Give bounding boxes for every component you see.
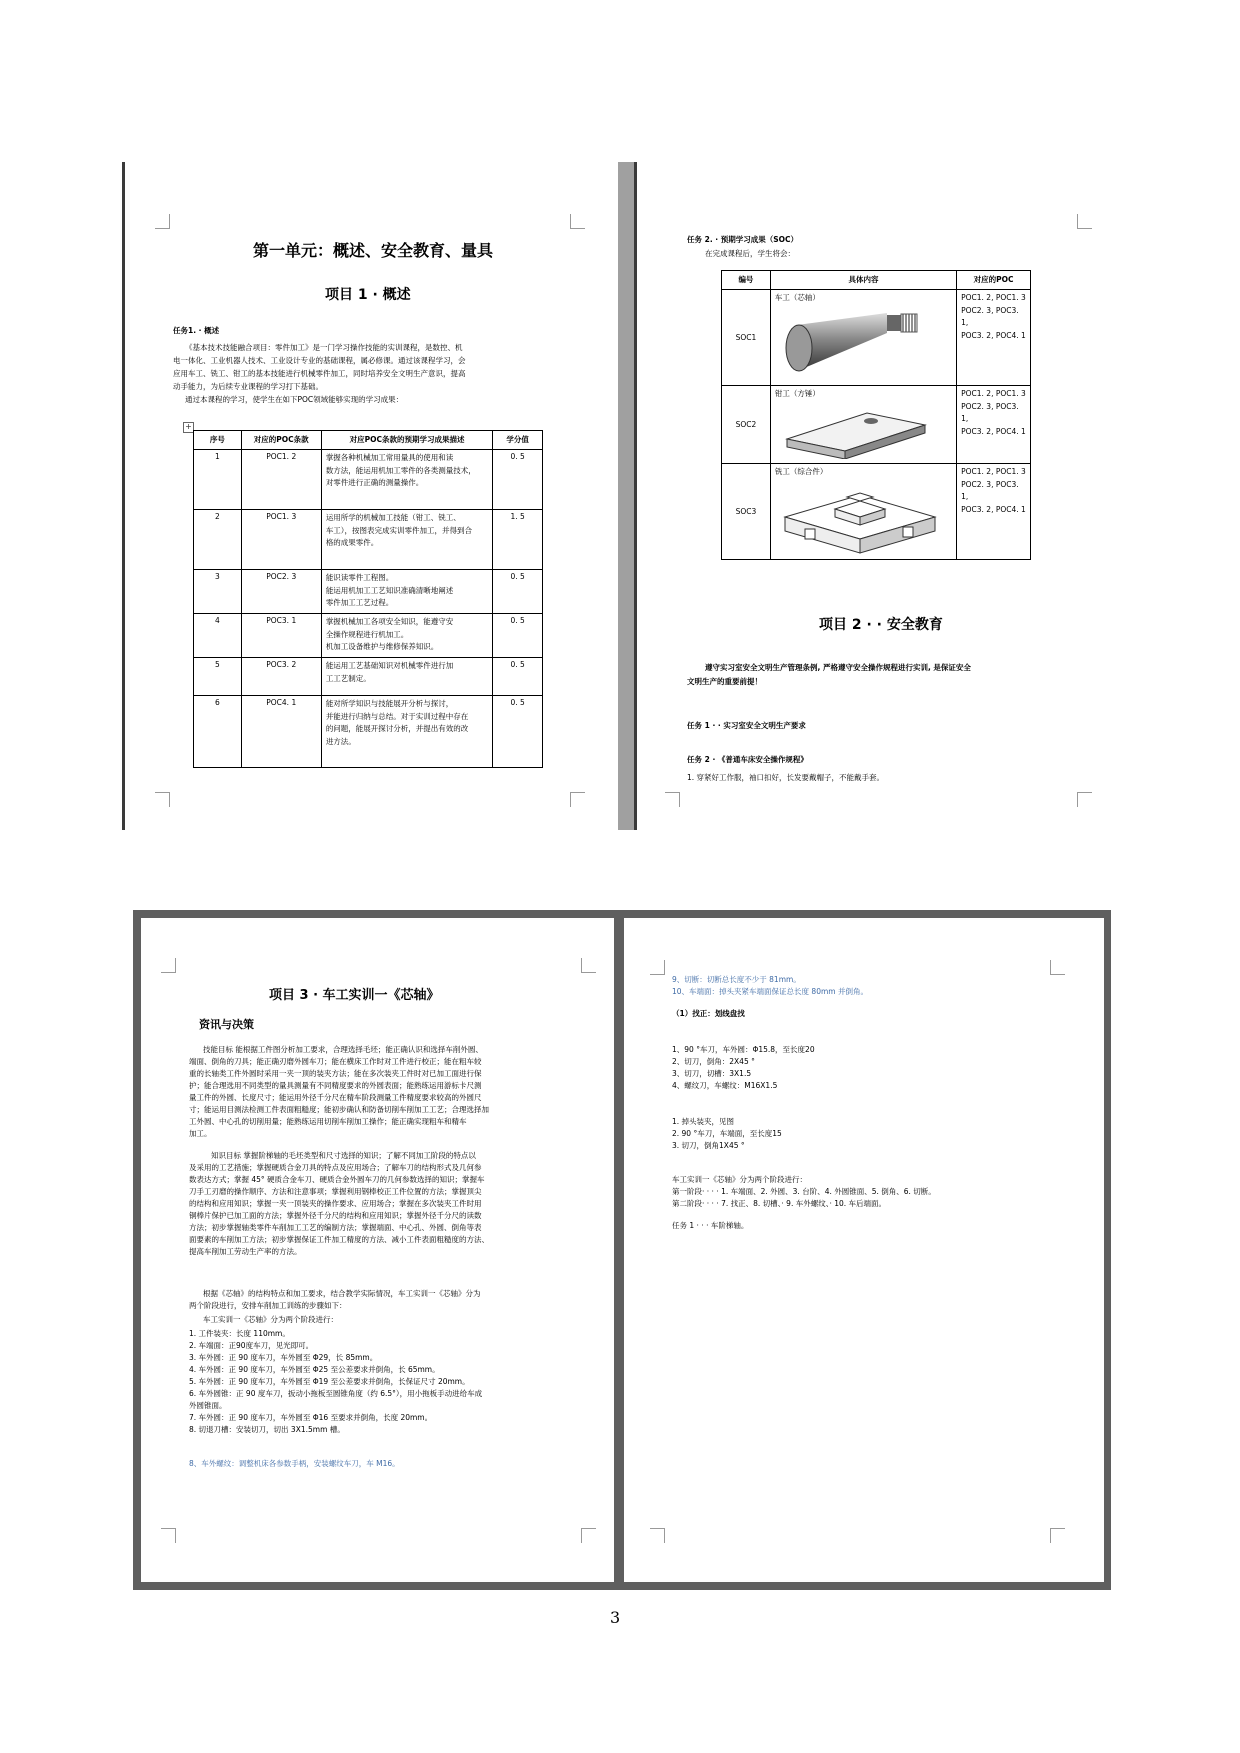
cell-soc-content — [770, 464, 956, 560]
desc-line: 的问题，能展开探讨分析，并提出有效的改 — [325, 724, 469, 733]
stage-line: 车工实训一《芯轴》分为两个阶段进行： — [203, 1315, 338, 1324]
intro-line: 《基本技术技能融合项目：零件加工》是一门学习操作技能的实训课程，是数控、机 — [185, 343, 463, 352]
cell-poc: POC3. 1 — [241, 614, 321, 658]
stage-line: 车工实训一《芯轴》分为两个阶段进行： — [672, 1175, 807, 1184]
table-move-handle-icon[interactable]: + — [183, 422, 194, 433]
desc-line: 工工艺制定。 — [325, 673, 371, 683]
cell-desc — [321, 658, 492, 696]
corner-mark — [650, 960, 665, 975]
table-row — [722, 386, 1031, 464]
project-title: 项目 1 · 概述 — [325, 287, 411, 303]
tool-line: 1. 掉头装夹，见图 — [672, 1117, 735, 1126]
cell-no: 5 — [194, 658, 242, 696]
knowledge-line: 知识目标 掌握阶梯轴的毛坯类型和尺寸选择的知识；了解不同加工阶段的特点以 — [211, 1151, 476, 1160]
document-page-3 — [141, 918, 614, 1582]
corner-mark — [1077, 214, 1092, 229]
task2-sub: 在完成课程后，学生将会： — [705, 249, 795, 258]
intro-after: 通过本课程的学习，使学生在如下POC领域能够实现的学习成果： — [185, 395, 404, 404]
cell-credit: 0. 5 — [493, 658, 543, 696]
cell-desc — [321, 696, 492, 768]
poc-line: POC1. 2, POC1. 3 — [961, 293, 1026, 302]
step-line: 2. 车端面：正90度车刀，见光即可。 — [189, 1341, 314, 1350]
table-row — [194, 696, 543, 768]
corner-mark — [650, 1528, 665, 1543]
poc-line: POC2. 3, POC3. 1, — [961, 479, 1019, 501]
header-cell: 具体内容 — [770, 271, 956, 290]
cell-poc: POC1. 3 — [241, 510, 321, 570]
task-label: 任务1. · 概述 — [173, 326, 220, 335]
stage-line: 第一阶段· · · · 1. 车端面、2. 外圆、3. 台阶、4. 外圆锥面、5. 倒角、6. 切断。 — [672, 1187, 936, 1196]
poc-table — [193, 430, 543, 768]
header-cell: 学分值 — [493, 431, 543, 450]
cell-poc: POC4. 1 — [241, 696, 321, 768]
desc-line: 能运用机加工工艺知识准确清晰地阐述 — [325, 585, 454, 595]
tool-line: 2、切刀，倒角：2X45 ° — [672, 1057, 755, 1066]
knowledge-line: 铜棒片保护已加工面的方法；掌握外径千分尺的结构和应用知识；掌握外径千分尺的读数 — [189, 1211, 482, 1220]
knowledge-line: 方法；初步掌握轴类零件车削加工工艺的编制方法；掌握端面、中心孔、外圆、倒角等表 — [189, 1223, 482, 1232]
table-row — [194, 570, 543, 614]
skill-line: 寸；能运用目测法检测工件表面粗糙度；能初步确认和防备切削车削加工工艺；合理选择加 — [189, 1105, 489, 1114]
intro-line: 动手能力，为后续专业课程的学习打下基础。 — [173, 382, 323, 391]
document-page-4 — [624, 918, 1104, 1582]
desc-line: 全操作规程进行机加工。 — [325, 629, 409, 639]
header-cell: 编号 — [722, 271, 771, 290]
desc-line: 数方法，能运用机加工零件的各类测量技术， — [325, 465, 476, 475]
cell-soc-content — [770, 290, 956, 386]
knowledge-line: 数表达方式；掌握 45° 硬质合金车刀、硬质合金外圆车刀的几何参数选择的知识；掌握车 — [189, 1175, 485, 1184]
corner-mark — [155, 792, 170, 807]
cell-credit: 0. 5 — [493, 450, 543, 510]
cell-soc-id: SOC2 — [722, 386, 771, 464]
intro-line: 应用车工、铣工、钳工的基本技能进行机械零件加工，同时培养安全文明生产意识，提高 — [173, 369, 466, 378]
desc-line: 对零件进行正确的测量操作。 — [325, 478, 424, 487]
soc-content-label: 钳工（方锤） — [774, 389, 820, 398]
mandrel-part-image — [775, 303, 935, 381]
page-gap — [618, 162, 634, 830]
desc-line: 能对所学知识与技能展开分析与探讨， — [325, 699, 454, 708]
intro-line: 电一体化、工业机器人技术、工业设计专业的基础课程，属必修课。通过该课程学习，会 — [173, 356, 466, 365]
soc-table — [721, 270, 1031, 560]
document-page-1 — [122, 162, 618, 830]
skill-line: 工外圆、中心孔的切削用量；能熟练运用切削车削加工操作；能正确实现粗车和精车 — [189, 1117, 467, 1126]
cell-soc-content — [770, 386, 956, 464]
poc-line: POC3. 2, POC4. 1 — [961, 330, 1026, 340]
desc-line: 掌握各种机械加工常用量具的使用和读 — [325, 453, 454, 462]
table-row — [194, 614, 543, 658]
cell-credit: 0. 5 — [493, 696, 543, 768]
cell-no: 3 — [194, 570, 242, 614]
safety-line: 文明生产的重要前提！ — [687, 677, 762, 686]
skill-line: 护；能合理选用不同类型的量具测量有不同精度要求的外圆表面；能熟练运用游标卡尺测 — [189, 1081, 482, 1090]
table-row — [194, 450, 543, 510]
corner-mark — [161, 958, 176, 973]
cell-poc: POC3. 2 — [241, 658, 321, 696]
table-header-row — [722, 271, 1031, 290]
cell-desc — [321, 510, 492, 570]
step-line: 3. 车外圆：正 90 度车刀，车外圆至 Φ29，长 85mm。 — [189, 1353, 378, 1362]
soc-content-label: 车工（芯轴） — [774, 293, 820, 302]
step-line: 外圆锥面。 — [189, 1401, 227, 1410]
table-row — [722, 464, 1031, 560]
document-page-2 — [634, 162, 1120, 830]
knowledge-line: 及采用的工艺措施；掌握硬质合金刀具的特点及应用场合；了解车刀的结构形式及几何参 — [189, 1163, 482, 1172]
skill-line: 加工。 — [189, 1129, 212, 1138]
desc-line: 格的成果零件。 — [325, 538, 379, 547]
skill-line: 重的长轴类工件外圆时采用一夹一顶的装夹方法；能在多次装夹工件时对已加工面进行保 — [189, 1069, 482, 1078]
knowledge-line: 刀手工刃磨的操作顺序、方法和注意事项；掌握利用钢棒校正工件位置的方法；掌握顶尖 — [189, 1187, 482, 1196]
blue-step-line: 9、切断：切断总长度不少于 81mm。 — [672, 975, 801, 984]
corner-mark — [581, 958, 596, 973]
cell-credit: 0. 5 — [493, 614, 543, 658]
step-line: 7. 车外圆：正 90 度车刀，车外圆至 Φ16 至要求并倒角，长度 20mm。 — [189, 1413, 433, 1422]
blue-step-line: 10、车端面：掉头夹紧车端面保证总长度 80mm 并倒角。 — [672, 987, 868, 996]
project2-title: 项目 2 · · 安全教育 — [819, 617, 943, 633]
desc-line: 进方法。 — [325, 736, 356, 746]
table-row — [722, 290, 1031, 386]
cell-credit: 1. 5 — [493, 510, 543, 570]
tool-line: 2. 90 °车刀，车端面，至长度15 — [672, 1129, 782, 1138]
cell-soc-poc — [957, 386, 1031, 464]
cell-poc: POC1. 2 — [241, 450, 321, 510]
cell-desc — [321, 450, 492, 510]
bottom-document-view — [133, 910, 1111, 1590]
project3-title: 项目 3 · 车工实训一《芯轴》 — [269, 988, 440, 1003]
cell-desc — [321, 570, 492, 614]
knowledge-line: 的结构和应用知识；掌握一夹一顶装夹的操作要求、应用场合；掌握在多次装夹工件时用 — [189, 1199, 482, 1208]
tool-line: 1、90 °车刀，车外圆：Φ15.8，至长度20 — [672, 1045, 815, 1054]
corner-mark — [570, 792, 585, 807]
safety-line: 遵守实习室安全文明生产管理条例, 严格遵守安全操作规程进行实训, 是保证安全 — [705, 663, 971, 672]
desc-line: 掌握机械加工各项安全知识，能遵守安 — [325, 617, 454, 626]
poc-line: POC2. 3, POC3. 1, — [961, 401, 1019, 423]
sub-heading: （1）找正：划线盘找 — [672, 1009, 745, 1018]
desc-line: 能运用工艺基础知识对机械零件进行加 — [325, 661, 454, 670]
task-item: 任务 2 · 《普通车床安全操作规程》 — [687, 755, 808, 764]
knowledge-line: 提高车削加工劳动生产率的方法。 — [189, 1247, 302, 1256]
corner-mark — [570, 214, 585, 229]
tool-line: 3、切刀，切槽：3X1.5 — [672, 1069, 752, 1078]
cell-soc-id: SOC1 — [722, 290, 771, 386]
skill-line: 量工件的外圆、长度尺寸；能运用外径千分尺在精车阶段测量工件精度要求较高的外圆尺 — [189, 1093, 482, 1102]
table-row — [194, 658, 543, 696]
poc-line: POC1. 2, POC1. 3 — [961, 467, 1026, 476]
section-title: 资讯与决策 — [199, 1018, 254, 1031]
cell-desc — [321, 614, 492, 658]
cell-soc-id: SOC3 — [722, 464, 771, 560]
cell-no: 4 — [194, 614, 242, 658]
desc-line: 能识读零件工程图。 — [325, 573, 394, 582]
tool-line: 4、螺纹刀，车螺纹：M16X1.5 — [672, 1081, 778, 1090]
intro2-line: 两个阶段进行，安排车削加工训练的步骤如下： — [189, 1301, 347, 1310]
header-cell: 序号 — [194, 431, 242, 450]
corner-mark — [581, 1528, 596, 1543]
hammer-part-image — [775, 399, 935, 459]
poc-line: POC1. 2, POC1. 3 — [961, 389, 1026, 398]
cell-credit: 0. 5 — [493, 570, 543, 614]
step-line: 5. 车外圆：正 90 度车刀，车外圆至 Φ19 至公差要求并倒角，长保证尺寸 20mm。 — [189, 1377, 470, 1386]
desc-line: 零件加工工艺过程。 — [325, 598, 394, 607]
milled-part-image — [775, 477, 945, 555]
step-line: 8. 切退刀槽：安装切刀，切出 3X1.5mm 槽。 — [189, 1425, 345, 1434]
desc-line: 机加工设备维护与维修保养知识。 — [325, 642, 439, 651]
skill-line: 端面、倒角的刀具；能正确刃磨外圆车刀；能在横床工作时对工件进行校正；能在粗车较 — [189, 1057, 482, 1066]
unit-title: 第一单元：概述、安全教育、量具 — [253, 241, 494, 260]
header-cell: 对应的POC条款 — [241, 431, 321, 450]
cell-no: 2 — [194, 510, 242, 570]
stage-line: 第二阶段· · · · 7. 找正、8. 切槽、· 9. 车外螺纹、· 10. 车后端面。 — [672, 1199, 887, 1208]
step-line: 6. 车外圆锥：正 90 度车刀，扳动小拖板至圆锥角度（约 6.5°），用小拖板手动进给车成 — [189, 1389, 483, 1398]
header-cell: 对应POC条款的预期学习成果描述 — [321, 431, 492, 450]
soc-content-label: 铣工（综合件） — [774, 467, 828, 476]
desc-line: 并能进行归纳与总结。对于实训过程中存在 — [325, 711, 469, 721]
corner-mark — [161, 1528, 176, 1543]
cell-no: 6 — [194, 696, 242, 768]
rule-line: 1. 穿紧好工作服，袖口扣好，长发要戴帽子，不能戴手套。 — [687, 773, 885, 782]
task-line: 任务 1 · · · 车阶梯轴。 — [672, 1221, 749, 1230]
task-item: 任务 1 · · 实习室安全文明生产要求 — [687, 721, 806, 730]
table-header-row — [194, 431, 543, 450]
top-document-view — [122, 162, 1120, 830]
knowledge-line: 面要素的车削加工方法；初步掌握保证工件加工精度的方法、减小工件表面粗糙度的方法、 — [189, 1235, 489, 1244]
poc-line: POC3. 2, POC4. 1 — [961, 504, 1026, 514]
poc-line: POC2. 3, POC3. 1, — [961, 305, 1019, 327]
tool-line: 3. 切刀，倒角1X45 ° — [672, 1141, 745, 1150]
step-line-blue: 8、车外螺纹：调整机床各参数手柄，安装螺纹车刀，车 M16。 — [189, 1459, 400, 1468]
corner-mark — [155, 214, 170, 229]
skill-line: 技能目标 能根据工件图分析加工要求，合理选择毛坯；能正确认识和选择车削外圆、 — [203, 1045, 483, 1054]
step-line: 1. 工件装夹：长度 110mm。 — [189, 1329, 290, 1338]
poc-line: POC3. 2, POC4. 1 — [961, 426, 1026, 436]
desc-line: 运用所学的机械加工技能（钳工、铣工、 — [325, 513, 461, 522]
page-number: 3 — [610, 1608, 621, 1627]
header-cell: 对应的POC — [957, 271, 1031, 290]
desc-line: 车工），按图表完成实训零件加工，并得到合 — [325, 525, 473, 535]
corner-mark — [1050, 1528, 1065, 1543]
cell-poc: POC2. 3 — [241, 570, 321, 614]
intro2-line: 根据《芯轴》的结构特点和加工要求，结合教学实际情况，车工实训一《芯轴》分为 — [203, 1289, 481, 1298]
corner-mark — [1077, 792, 1092, 807]
cell-no: 1 — [194, 450, 242, 510]
task2-label: 任务 2. · 预期学习成果（SOC） — [687, 235, 799, 244]
step-line: 4. 车外圆：正 90 度车刀，车外圆至 Φ25 至公差要求并倒角，长 65mm。 — [189, 1365, 440, 1374]
cell-soc-poc — [957, 464, 1031, 560]
corner-mark — [1050, 960, 1065, 975]
cell-soc-poc — [957, 290, 1031, 386]
corner-mark — [665, 792, 680, 807]
table-row — [194, 510, 543, 570]
